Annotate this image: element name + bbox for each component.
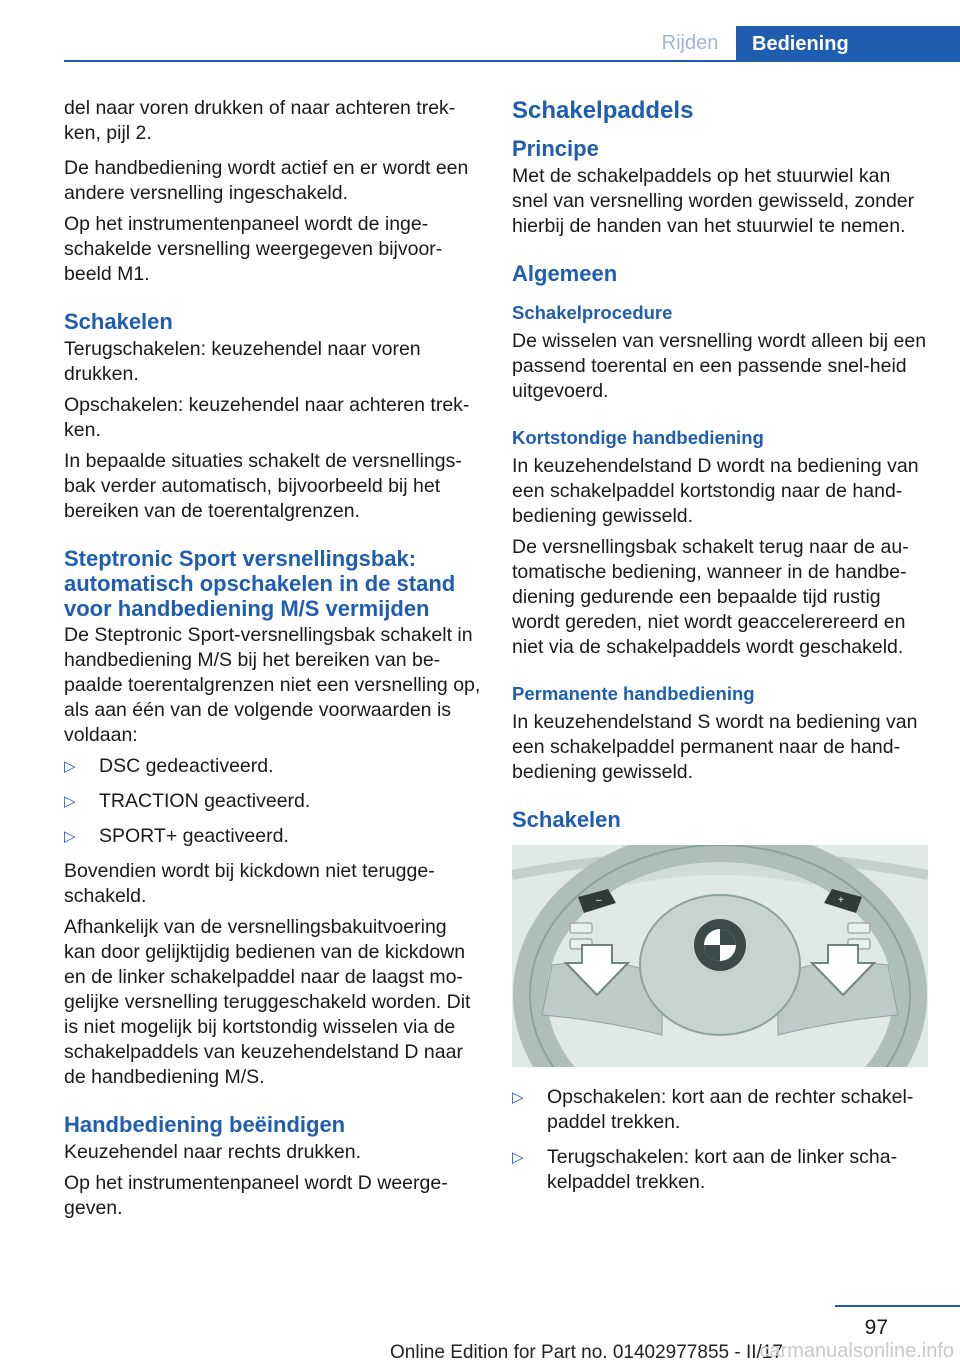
paragraph: De Steptronic Sport-versnellingsbak schakelt in handbediening M/S bij het bereiken van be-paalde toerentalgrenzen niet een versnelling op, als aan één van de volgende voorwaarden is voldaan: <box>64 624 481 746</box>
list-item-text: Opschakelen: kort aan de rechter schakel-paddel trekken. <box>547 1086 914 1133</box>
footer-divider <box>835 1305 960 1307</box>
triangle-bullet-icon: ▷ <box>512 1089 524 1106</box>
paragraph: In keuzehendelstand S wordt na bediening van een schakelpaddel permanent naar de hand-bediening gewisseld. <box>512 711 918 783</box>
paragraph: Op het instrumentenpaneel wordt de inge-schakelde versnelling weergegeven bijvoor-beeld M1. <box>64 213 443 285</box>
heading-kortstondige: Kortstondige handbediening <box>512 427 764 448</box>
steering-wheel-paddles-figure <box>512 845 928 1067</box>
paragraph: Bovendien wordt bij kickdown niet terugge-schakeld. <box>64 860 435 907</box>
spacer <box>512 249 930 261</box>
paragraph: Afhankelijk van de versnellingsbakuitvoering kan door gelijktijdig bedienen van de kickdown en de linker schakelpaddel naar de laagst mo-gelijke versnelling teruggeschakeld worden. Dit is niet mogelijk bij kortstondig wisselen via de schakelpaddels van keuzehendelstand D naar de handbediening M/S. <box>64 916 471 1088</box>
spacer <box>64 297 482 309</box>
spacer <box>512 289 930 301</box>
list-item <box>64 789 482 814</box>
heading-beeindigen: Handbediening beëindigen <box>64 1112 346 1137</box>
heading-schakelpaddels: Schakelpaddels <box>512 97 694 124</box>
spacer <box>64 1100 482 1112</box>
paragraph: Keuzehendel naar rechts drukken. <box>64 1141 362 1163</box>
paragraph: De versnellingsbak schakelt terug naar de au-tomatische bediening, wanneer in de handbe-diening gedurende een bepaalde tijd rustig wordt gereden, niet wordt geaccelerereerd en niet via de schakelpaddels wordt geschakeld. <box>512 536 909 658</box>
heading-schakelen: Schakelen <box>64 309 173 334</box>
spacer <box>64 534 482 546</box>
page-number: 97 <box>864 1316 888 1339</box>
list-item <box>512 1085 930 1135</box>
left-column <box>64 96 482 1231</box>
header-tab-bediening[interactable]: Bediening <box>736 26 960 62</box>
spacer <box>512 414 930 426</box>
heading-algemeen: Algemeen <box>512 261 618 286</box>
paragraph: Terugschakelen: keuzehendel naar voren drukken. <box>64 338 421 385</box>
edition-footer: Online Edition for Part no. 01402977855 - II/17 <box>390 1342 783 1363</box>
triangle-bullet-icon: ▷ <box>64 828 76 845</box>
heading-steptronic: Steptronic Sport versnellingsbak: automatisch opschakelen in de stand voor handbediening M/S vermijden <box>64 546 456 621</box>
paragraph: Met de schakelpaddels op het stuurwiel kan snel van versnelling worden gewisseld, zonder hierbij de handen van het stuurwiel te nemen. <box>512 165 915 237</box>
heading-permanente: Permanente handbediening <box>512 683 755 704</box>
bullet-list <box>64 754 482 849</box>
spacer <box>512 670 930 682</box>
paragraph: De wisselen van versnelling wordt alleen bij een passend toerental en een passende snel-heid uitgevoerd. <box>512 330 927 402</box>
paragraph: De handbediening wordt actief en er wordt een andere versnelling ingeschakeld. <box>64 157 469 204</box>
svg-text:+: + <box>838 895 844 906</box>
watermark: carmanualsonline.info <box>759 1340 954 1362</box>
header-divider <box>64 60 960 62</box>
list-item-text: Terugschakelen: kort aan de linker scha-kelpaddel trekken. <box>547 1146 898 1193</box>
list-item <box>64 754 482 779</box>
triangle-bullet-icon: ▷ <box>512 1149 524 1166</box>
list-item <box>64 824 482 849</box>
paragraph: Op het instrumentenpaneel wordt D weerge-geven. <box>64 1172 448 1219</box>
right-column <box>512 96 930 1205</box>
triangle-bullet-icon: ▷ <box>64 793 76 810</box>
triangle-bullet-icon: ▷ <box>64 758 76 775</box>
spacer <box>512 795 930 807</box>
list-item-text: DSC gedeactiveerd. <box>99 755 274 777</box>
header-tab-rijden[interactable]: Rijden <box>661 32 719 54</box>
list-item-text: SPORT+ geactiveerd. <box>99 825 289 847</box>
heading-schakelen-right: Schakelen <box>512 807 621 832</box>
paragraph: del naar voren drukken of naar achteren trek-ken, pijl 2. <box>64 97 456 144</box>
paragraph: Opschakelen: keuzehendel naar achteren trek-ken. <box>64 394 470 441</box>
list-item-text: TRACTION geactiveerd. <box>99 790 311 812</box>
bullet-list <box>512 1085 930 1195</box>
paragraph: In keuzehendelstand D wordt na bediening van een schakelpaddel kortstondig naar de hand-bediening gewisseld. <box>512 455 919 527</box>
paragraph: In bepaalde situaties schakelt de versnellings-bak verder automatisch, bijvoorbeeld bij het bereiken van de toerentalgrenzen. <box>64 450 462 522</box>
list-item <box>512 1145 930 1195</box>
heading-principe: Principe <box>512 136 599 161</box>
heading-schakelprocedure: Schakelprocedure <box>512 302 673 323</box>
svg-text:–: – <box>596 895 602 906</box>
